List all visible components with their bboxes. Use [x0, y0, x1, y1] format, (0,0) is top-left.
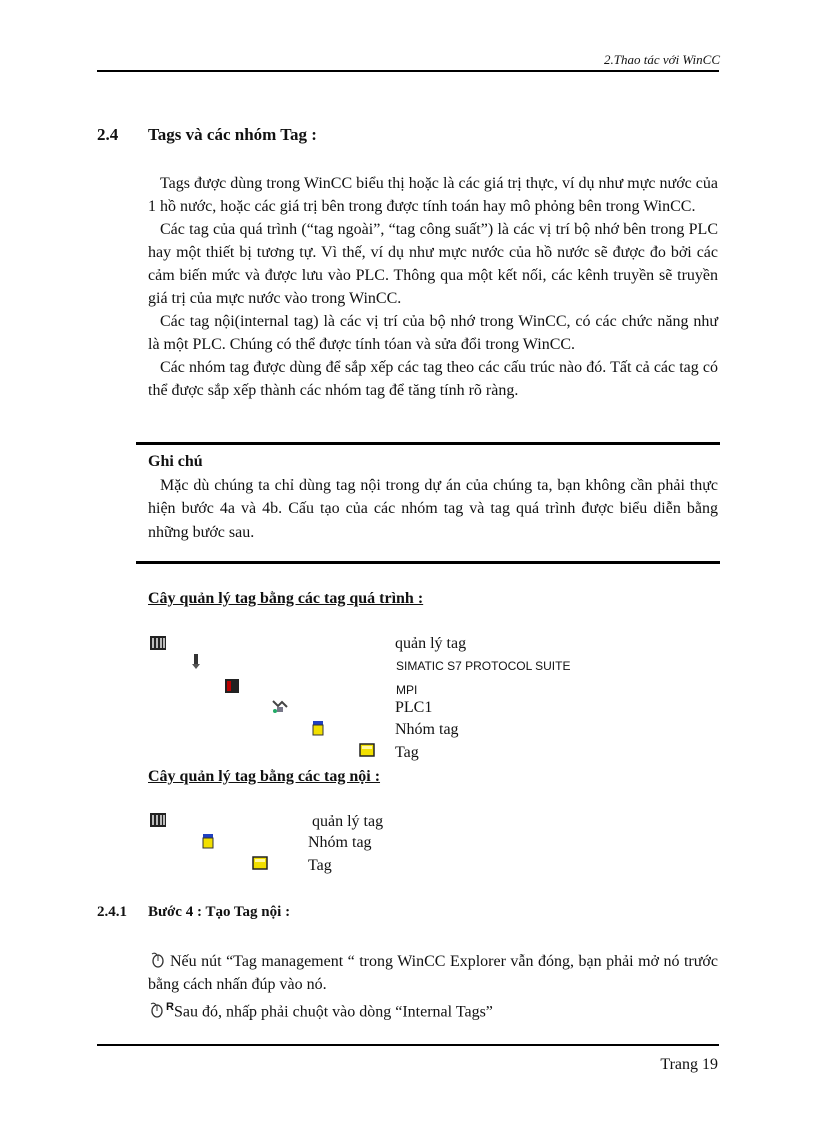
- step-item: [148, 996, 718, 1023]
- channel-unit-icon: [224, 678, 240, 694]
- subsection-heading: [97, 904, 290, 921]
- tree-item-label: PLC1: [395, 699, 433, 716]
- tree-item-label: quản lý tag: [395, 635, 467, 652]
- section-number: 2.4: [97, 125, 119, 144]
- mouse-right-click-icon: [148, 1002, 166, 1018]
- tag-group-icon: [310, 720, 326, 736]
- step-text: Sau đó, nhấp phải chuột vào dòng “Internal Tags”: [173, 1003, 493, 1021]
- tree-item-label: Tag: [308, 857, 332, 874]
- tree-item-label: Tag: [395, 744, 419, 761]
- tree-item-label: Nhóm tag: [395, 721, 459, 738]
- tag-management-icon: [150, 812, 166, 828]
- note-text: Mặc dù chúng ta chỉ dùng tag nội trong dự án của chúng ta, bạn không cần phải thực hiện bước 4a và 4b. Cấu tạo của các nhóm tag và tag quá trình được biểu diễn bằng những bước sau.: [148, 476, 718, 541]
- connection-icon: [272, 698, 288, 714]
- note-box: [148, 450, 718, 544]
- running-header: 2.Thao tác với WinCC: [604, 52, 720, 67]
- paragraph: Các tag nội(internal tag) là các vị trí của bộ nhớ trong WinCC, có các chức năng như là một PLC. Chúng có thể được tính tóan và sửa đổi trong WinCC.: [148, 313, 718, 353]
- tag-management-icon: [150, 635, 166, 651]
- header-rule: [97, 70, 719, 72]
- mouse-click-icon: [148, 952, 170, 968]
- note-title: Ghi chú: [148, 453, 203, 470]
- section-body: [148, 172, 718, 402]
- tree-process-title: Cây quản lý tag bằng các tag quá trình :: [148, 590, 424, 607]
- tag-group-icon: [200, 833, 216, 849]
- tag-icon: [252, 855, 268, 871]
- footer-rule: [97, 1044, 719, 1046]
- paragraph: Tags được dùng trong WinCC biểu thị hoặc là các giá trị thực, ví dụ như mực nước của 1 hồ nước, hoặc các giá trị bên trong được tính toán hay mô phỏng bên trong WinCC.: [148, 175, 718, 215]
- right-click-mark: R: [166, 1001, 174, 1013]
- tag-icon: [359, 742, 375, 758]
- subsection-number: 2.4.1: [97, 904, 127, 920]
- tree-item-label: MPI: [396, 683, 418, 697]
- section-title: Tags và các nhóm Tag :: [148, 125, 317, 144]
- tree-internal-title: Cây quản lý tag bằng các tag nội :: [148, 768, 381, 785]
- paragraph: Các nhóm tag được dùng để sắp xếp các tag theo các cấu trúc nào đó. Tất cả các tag có thể được sắp xếp thành các nhóm tag để tăng tính rõ ràng.: [148, 359, 718, 399]
- note-bottom-rule: [136, 561, 720, 564]
- paragraph: Các tag của quá trình (“tag ngoài”, “tag công suất”) là các vị trí bộ nhớ bên trong PLC hay một thiết bị tương tự. Vì thế, ví dụ như mực nước của hồ nước sẽ được đo bởi các cảm biến mức và được lưu vào PLC. Thông qua một kết nối, các kênh truyền sẽ truyền giá trị của mực nước vào trong WinCC.: [148, 221, 718, 307]
- tree-item-label: SIMATIC S7 PROTOCOL SUITE: [396, 659, 571, 673]
- tree-item-label: Nhóm tag: [308, 834, 372, 851]
- step-item: [148, 950, 718, 996]
- page-number: Trang 19: [660, 1056, 718, 1073]
- note-top-rule: [136, 442, 720, 445]
- subsection-title: Bước 4 : Tạo Tag nội :: [148, 904, 291, 920]
- step-text: Nếu nút “Tag management “ trong WinCC Explorer vẫn đóng, bạn phải mở nó trước bằng cách nhấn đúp vào nó.: [148, 953, 718, 993]
- section-heading: [97, 125, 317, 145]
- driver-icon: [188, 654, 204, 670]
- tree-item-label: quản lý tag: [312, 813, 384, 830]
